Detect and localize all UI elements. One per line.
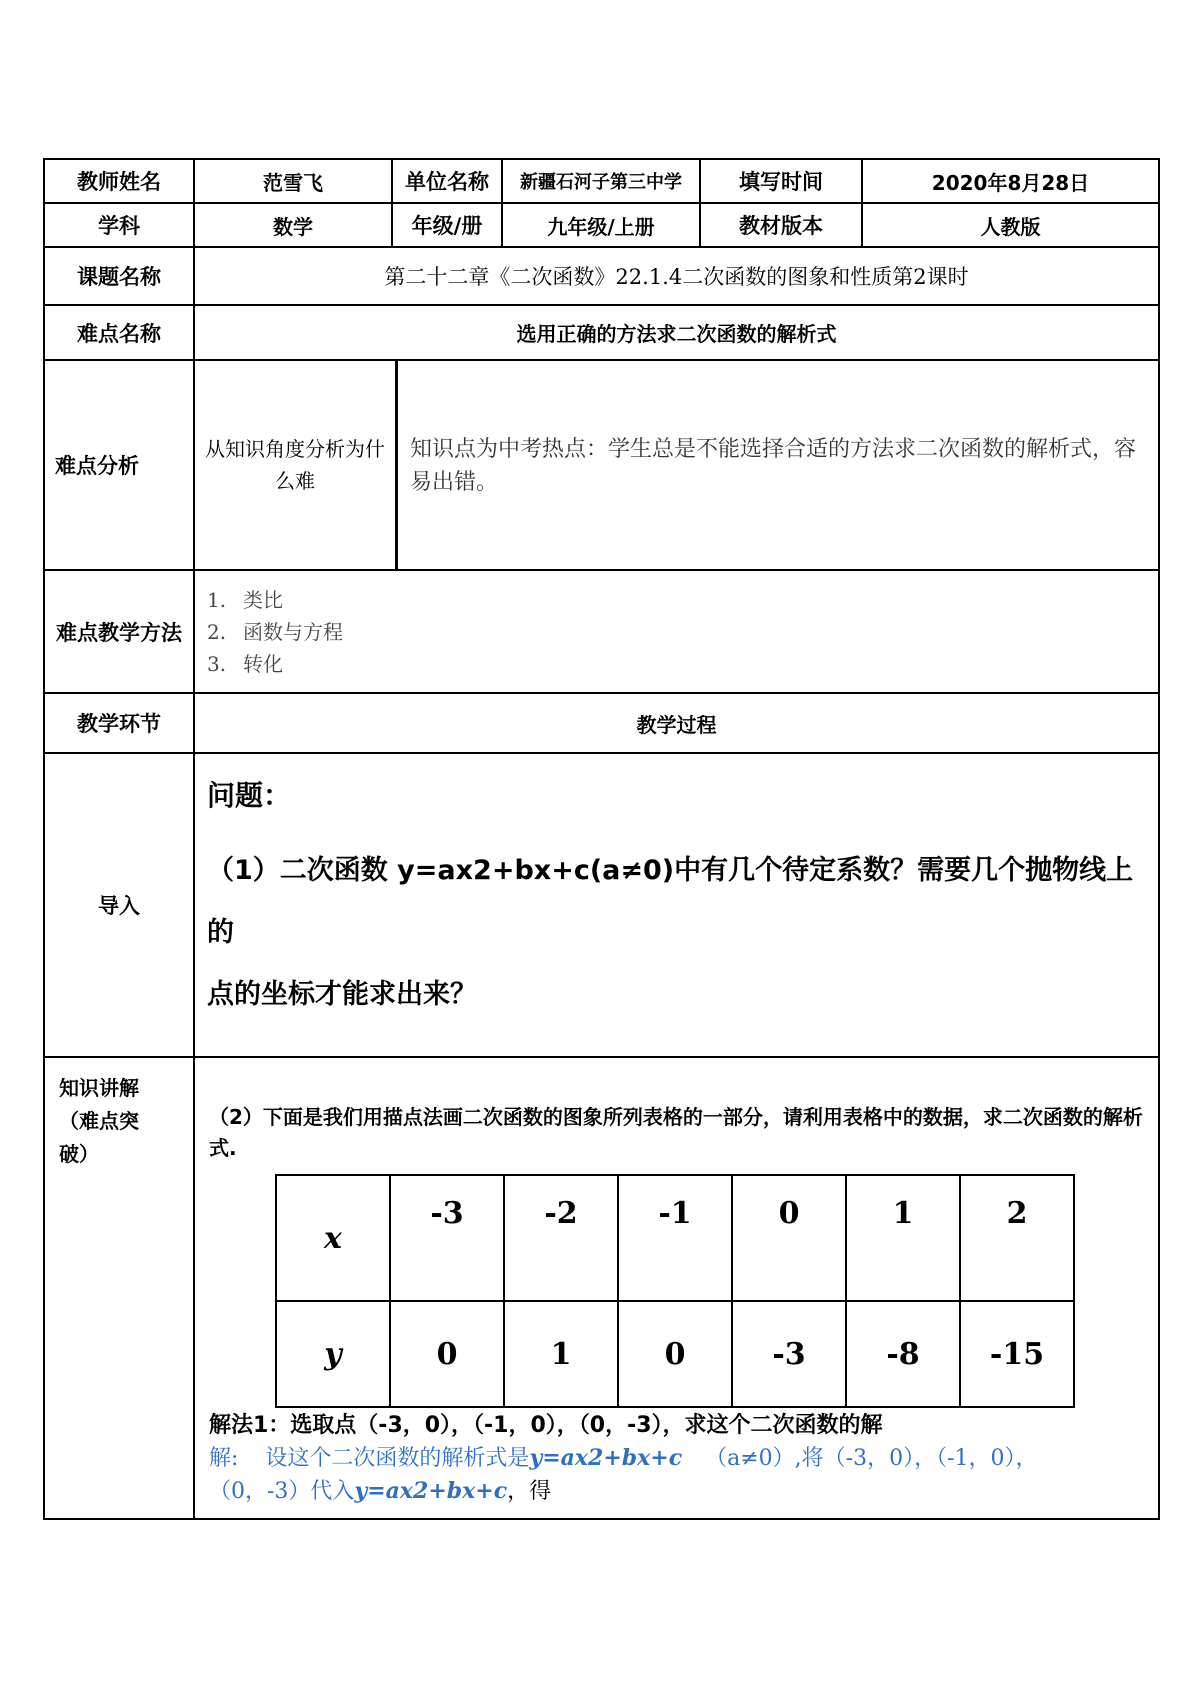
question-line-2: 点的坐标才能求出来？ bbox=[207, 979, 477, 1010]
knowledge-row bbox=[44, 1057, 1159, 1519]
answer-text-3: （0，-3）代入 bbox=[209, 1479, 355, 1504]
x-cell: -1 bbox=[618, 1175, 732, 1301]
y-cell: -8 bbox=[846, 1301, 960, 1407]
grade-value: 九年级/上册 bbox=[502, 203, 700, 247]
knowledge-cell bbox=[194, 1057, 1159, 1519]
y-cell: 0 bbox=[618, 1301, 732, 1407]
teacher-label: 教师姓名 bbox=[44, 159, 194, 203]
answer-text-4: ，得 bbox=[507, 1479, 552, 1504]
process-header-row bbox=[44, 693, 1159, 753]
subject-label: 学科 bbox=[44, 203, 194, 247]
subject-value: 数学 bbox=[194, 203, 392, 247]
answer-text-2: ,将（-3，0），（-1，0）， bbox=[794, 1446, 1038, 1471]
difficulty-row bbox=[44, 305, 1159, 360]
analysis-text: 知识点为中考热点：学生总是不能选择合适的方法求二次函数的解析式，容易出错。 bbox=[410, 437, 1137, 495]
answer-text-1: 设这个二次函数的解析式是 bbox=[265, 1446, 530, 1471]
process-label: 教学过程 bbox=[194, 693, 1159, 753]
y-row bbox=[276, 1301, 1074, 1407]
date-label: 填写时间 bbox=[700, 159, 862, 203]
question-title: 问题： bbox=[207, 779, 292, 812]
header-row-1 bbox=[44, 159, 1159, 203]
answer-formula: y=ax2+bx+c bbox=[529, 1445, 683, 1471]
method-item: 2. 函数与方程 bbox=[207, 619, 343, 644]
y-header: y bbox=[276, 1301, 390, 1407]
analysis-aspect: 从知识角度分析为什么难 bbox=[195, 361, 398, 569]
methods-row bbox=[44, 570, 1159, 693]
unit-name: 新疆石河子第三中学 bbox=[502, 159, 700, 203]
answer-prefix: 解: bbox=[209, 1446, 239, 1471]
difficulty-label: 难点名称 bbox=[44, 305, 194, 360]
date-value: 2020年8月28日 bbox=[862, 159, 1159, 203]
intro-label: 导入 bbox=[44, 753, 194, 1057]
y-cell: 0 bbox=[390, 1301, 504, 1407]
x-cell: 2 bbox=[960, 1175, 1074, 1301]
y-cell: -15 bbox=[960, 1301, 1074, 1407]
method-item: 3. 转化 bbox=[207, 651, 283, 676]
stage-label: 教学环节 bbox=[44, 693, 194, 753]
x-row bbox=[276, 1175, 1074, 1301]
difficulty-value: 选用正确的方法求二次函数的解析式 bbox=[194, 305, 1159, 360]
x-header: x bbox=[276, 1175, 390, 1301]
topic-value: 第二十二章《二次函数》22.1.4二次函数的图象和性质第2课时 bbox=[194, 247, 1159, 305]
methods-list bbox=[195, 574, 1158, 690]
unit-label: 单位名称 bbox=[392, 159, 502, 203]
methods-cell bbox=[194, 570, 1159, 693]
methods-label: 难点教学方法 bbox=[44, 570, 194, 693]
edition-value: 人教版 bbox=[862, 203, 1159, 247]
analysis-label: 难点分析 bbox=[44, 360, 194, 570]
x-cell: 0 bbox=[732, 1175, 846, 1301]
method-item: 1. 类比 bbox=[207, 587, 283, 612]
teacher-name: 范雪飞 bbox=[194, 159, 392, 203]
x-cell: 1 bbox=[846, 1175, 960, 1301]
header-row-2 bbox=[44, 203, 1159, 247]
grade-label: 年级/册 bbox=[392, 203, 502, 247]
intro-content bbox=[195, 754, 1158, 1056]
answer-formula-2: y=ax2+bx+c bbox=[354, 1478, 508, 1504]
solution-answer bbox=[209, 1442, 1146, 1508]
y-cell: -3 bbox=[732, 1301, 846, 1407]
analysis-row bbox=[44, 360, 1159, 570]
x-cell: -2 bbox=[504, 1175, 618, 1301]
analysis-cell bbox=[194, 360, 1159, 570]
solution-method-1: 解法1：选取点（-3，0），（-1，0），（0，-3），求这个二次函数的解 bbox=[209, 1413, 883, 1438]
edition-label: 教材版本 bbox=[700, 203, 862, 247]
intro-cell bbox=[194, 753, 1159, 1057]
xy-value-table bbox=[275, 1174, 1075, 1408]
topic-row bbox=[44, 247, 1159, 305]
y-cell: 1 bbox=[504, 1301, 618, 1407]
knowledge-question: （2）下面是我们用描点法画二次函数的图象所列表格的一部分，请利用表格中的数据，求二次函数的解析式. bbox=[209, 1105, 1143, 1160]
knowledge-label: 知识讲解 （难点突 破） bbox=[44, 1057, 194, 1519]
lesson-plan-table bbox=[43, 158, 1160, 1520]
question-line-1: （1）二次函数 y=ax2+bx+c(a≠0)中有几个待定系数？需要几个抛物线上的 bbox=[207, 855, 1134, 948]
answer-condition: （a≠0） bbox=[705, 1446, 795, 1471]
intro-row bbox=[44, 753, 1159, 1057]
analysis-inner bbox=[195, 361, 1158, 569]
topic-label: 课题名称 bbox=[44, 247, 194, 305]
x-cell: -3 bbox=[390, 1175, 504, 1301]
